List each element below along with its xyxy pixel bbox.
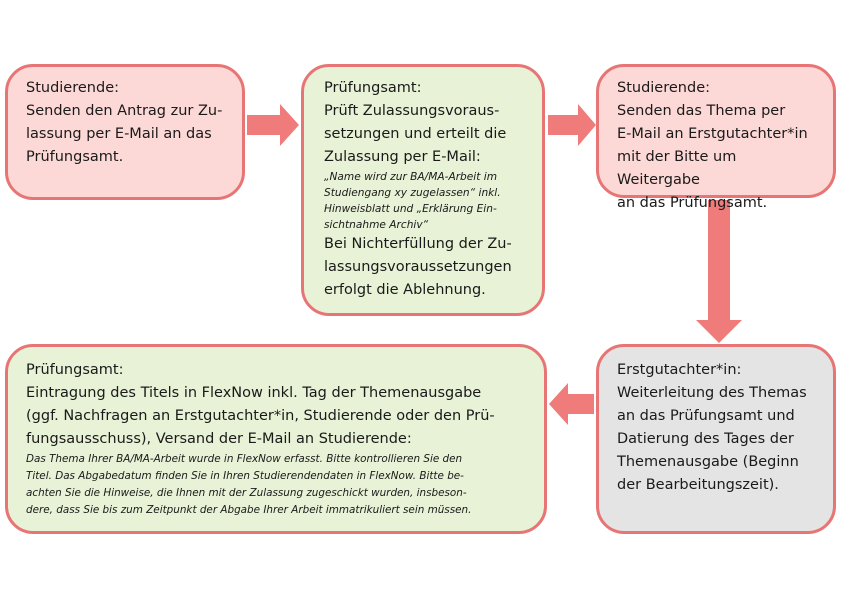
box-note: Hinweisblatt und „Erklärung Ein- bbox=[324, 203, 497, 215]
arrow-right-2 bbox=[548, 104, 596, 146]
box-line: Themenausgabe (Beginn bbox=[617, 454, 799, 470]
box-line: Datierung des Tages der bbox=[617, 431, 794, 447]
step-pruefungsamt-zulassung bbox=[301, 64, 545, 316]
box-line: Prüft Zulassungsvoraus- bbox=[324, 103, 500, 119]
arrow-right-1 bbox=[247, 104, 299, 146]
box-note: achten Sie die Hinweise, die Ihnen mit der Zulassung zugeschickt wurden, insbeson- bbox=[26, 487, 467, 499]
box-note: Das Thema Ihrer BA/MA-Arbeit wurde in FlexNow erfasst. Bitte kontrollieren Sie den bbox=[26, 453, 463, 465]
box-line: mit der Bitte um Weitergabe bbox=[617, 149, 737, 188]
box-note: sichtnahme Archiv“ bbox=[324, 219, 429, 231]
box-line: Bei Nichterfüllung der Zu- bbox=[324, 236, 512, 252]
box-note: Titel. Das Abgabedatum finden Sie in Ihren Studierendendaten in FlexNow. Bitte be- bbox=[26, 470, 464, 482]
box-line: Erstgutachter*in: bbox=[617, 362, 742, 378]
box-line: an das Prüfungsamt. bbox=[617, 195, 768, 211]
box-line: setzungen und erteilt die bbox=[324, 126, 507, 142]
arrow-left bbox=[549, 383, 594, 425]
box-line: Eintragung des Titels in FlexNow inkl. Tag der Themenausgabe bbox=[26, 385, 482, 401]
box-note: „Name wird zur BA/MA-Arbeit im bbox=[324, 171, 498, 183]
box-line: erfolgt die Ablehnung. bbox=[324, 282, 486, 298]
box-note: Studiengang xy zugelassen“ inkl. bbox=[324, 187, 501, 199]
box-line: fungsausschuss), Versand der E-Mail an Studierende: bbox=[26, 431, 412, 447]
box-line: lassungsvoraussetzungen bbox=[324, 259, 512, 275]
step-pruefungsamt-eintragung bbox=[5, 344, 547, 534]
box-line: Weiterleitung des Themas bbox=[617, 385, 807, 401]
box-line: der Bearbeitungszeit). bbox=[617, 477, 779, 493]
box-line: Senden das Thema per bbox=[617, 103, 786, 119]
arrow-down bbox=[696, 200, 742, 343]
box-line: Prüfungsamt. bbox=[26, 149, 124, 165]
step-studierende-thema bbox=[596, 64, 836, 211]
box-line: an das Prüfungsamt und bbox=[617, 408, 795, 424]
box-line: (ggf. Nachfragen an Erstgutachter*in, Studierende oder den Prü- bbox=[26, 408, 495, 424]
step-studierende-antrag bbox=[5, 64, 245, 200]
box-line: Studierende: bbox=[617, 80, 710, 96]
box-line: lassung per E-Mail an das bbox=[26, 126, 212, 142]
box-line: Zulassung per E-Mail: bbox=[324, 149, 481, 165]
box-line: Studierende: bbox=[26, 80, 119, 96]
box-line: E-Mail an Erstgutachter*in bbox=[617, 126, 808, 142]
box-note: dere, dass Sie bis zum Zeitpunkt der Abgabe Ihrer Arbeit immatrikuliert sein müssen. bbox=[26, 504, 472, 516]
box-line: Senden den Antrag zur Zu- bbox=[26, 103, 223, 119]
step-erstgutachter-weiterleitung bbox=[596, 344, 836, 534]
box-line: Prüfungsamt: bbox=[324, 80, 422, 96]
box-line: Prüfungsamt: bbox=[26, 362, 124, 378]
